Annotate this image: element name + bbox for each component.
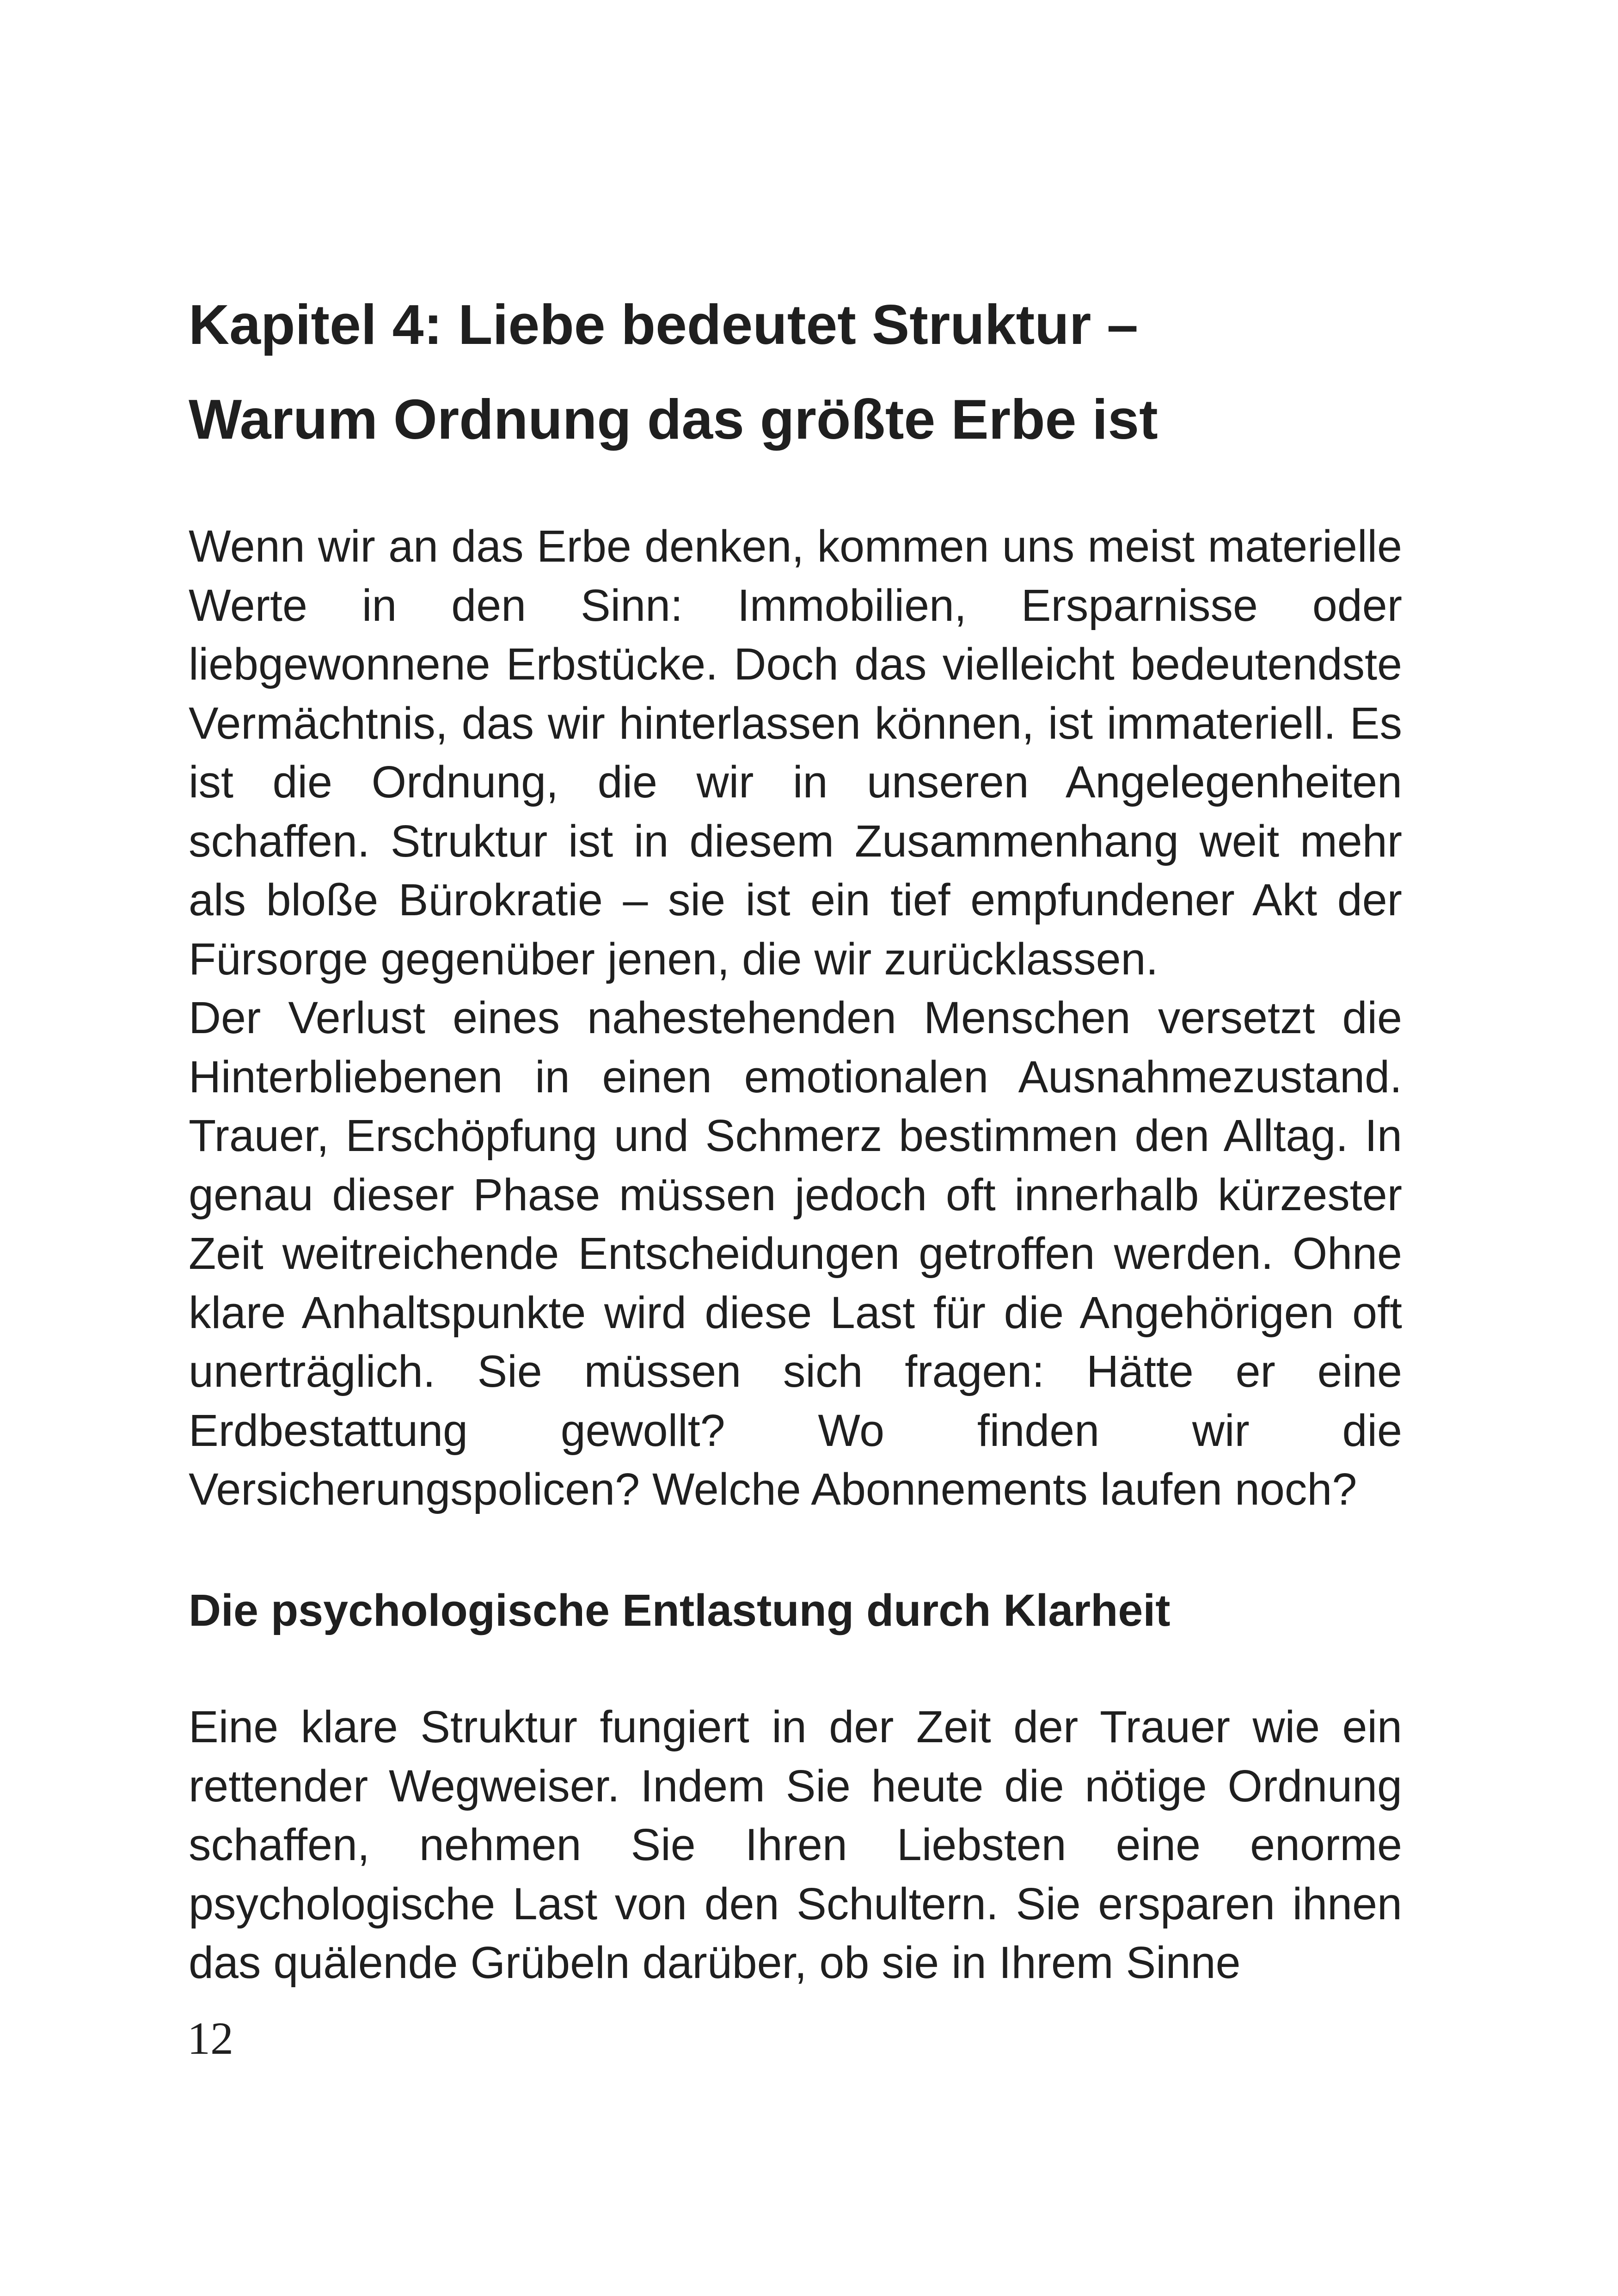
intro-text — [189, 517, 1402, 1519]
section-paragraph: Eine klare Struktur fungiert in der Zeit der Trauer wie ein rettender Wegweiser. Indem Sie heute die nötige Ordnung schaffen, nehmen Sie Ihren Liebsten eine enorme psychologische Last von den Schultern. Sie ersparen ihnen das quälende Grübeln darüber, ob sie in Ihrem Sinne — [189, 1702, 1402, 1988]
chapter-title-line-1: Kapitel 4: Liebe bedeutet Struktur – — [189, 293, 1139, 356]
chapter-title — [189, 277, 1402, 467]
page-number: 12 — [187, 2013, 233, 2064]
chapter-title-line-2: Warum Ordnung das größte Erbe ist — [189, 388, 1158, 451]
page-content — [189, 277, 1402, 1992]
paragraph-1: Wenn wir an das Erbe denken, kommen uns meist materielle Werte in den Sinn: Immobilien, Ersparnisse oder liebgewonnene Erbstücke. Doch das vielleicht bedeutendste Vermächtnis, das wir hinterlassen können, ist immateriell. Es ist die Ordnung, die wir in unseren Angelegenheiten schaffen. Struktur ist in diesem Zusammenhang weit mehr als bloße Bürokratie – sie ist ein tief empfundener Akt der Fürsorge gegenüber jenen, die wir zurücklassen. — [189, 521, 1402, 984]
section-heading: Die psychologische Entlastung durch Klarheit — [189, 1585, 1171, 1635]
paragraph-2: Der Verlust eines nahestehenden Menschen versetzt die Hinterbliebenen in einen emotionalen Ausnahmezustand. Trauer, Erschöpfung und Schmerz bestimmen den Alltag. In genau dieser Phase müssen jedoch oft innerhalb kürzester Zeit weitreichende Entscheidungen getroffen werden. Ohne klare Anhaltspunkte wird diese Last für die Angehörigen oft unerträglich. Sie müssen sich fragen: Hätte er eine Erdbestattung gewollt? Wo finden wir die Versicherungspolicen? Welche Abonnements laufen noch? — [189, 992, 1402, 1514]
